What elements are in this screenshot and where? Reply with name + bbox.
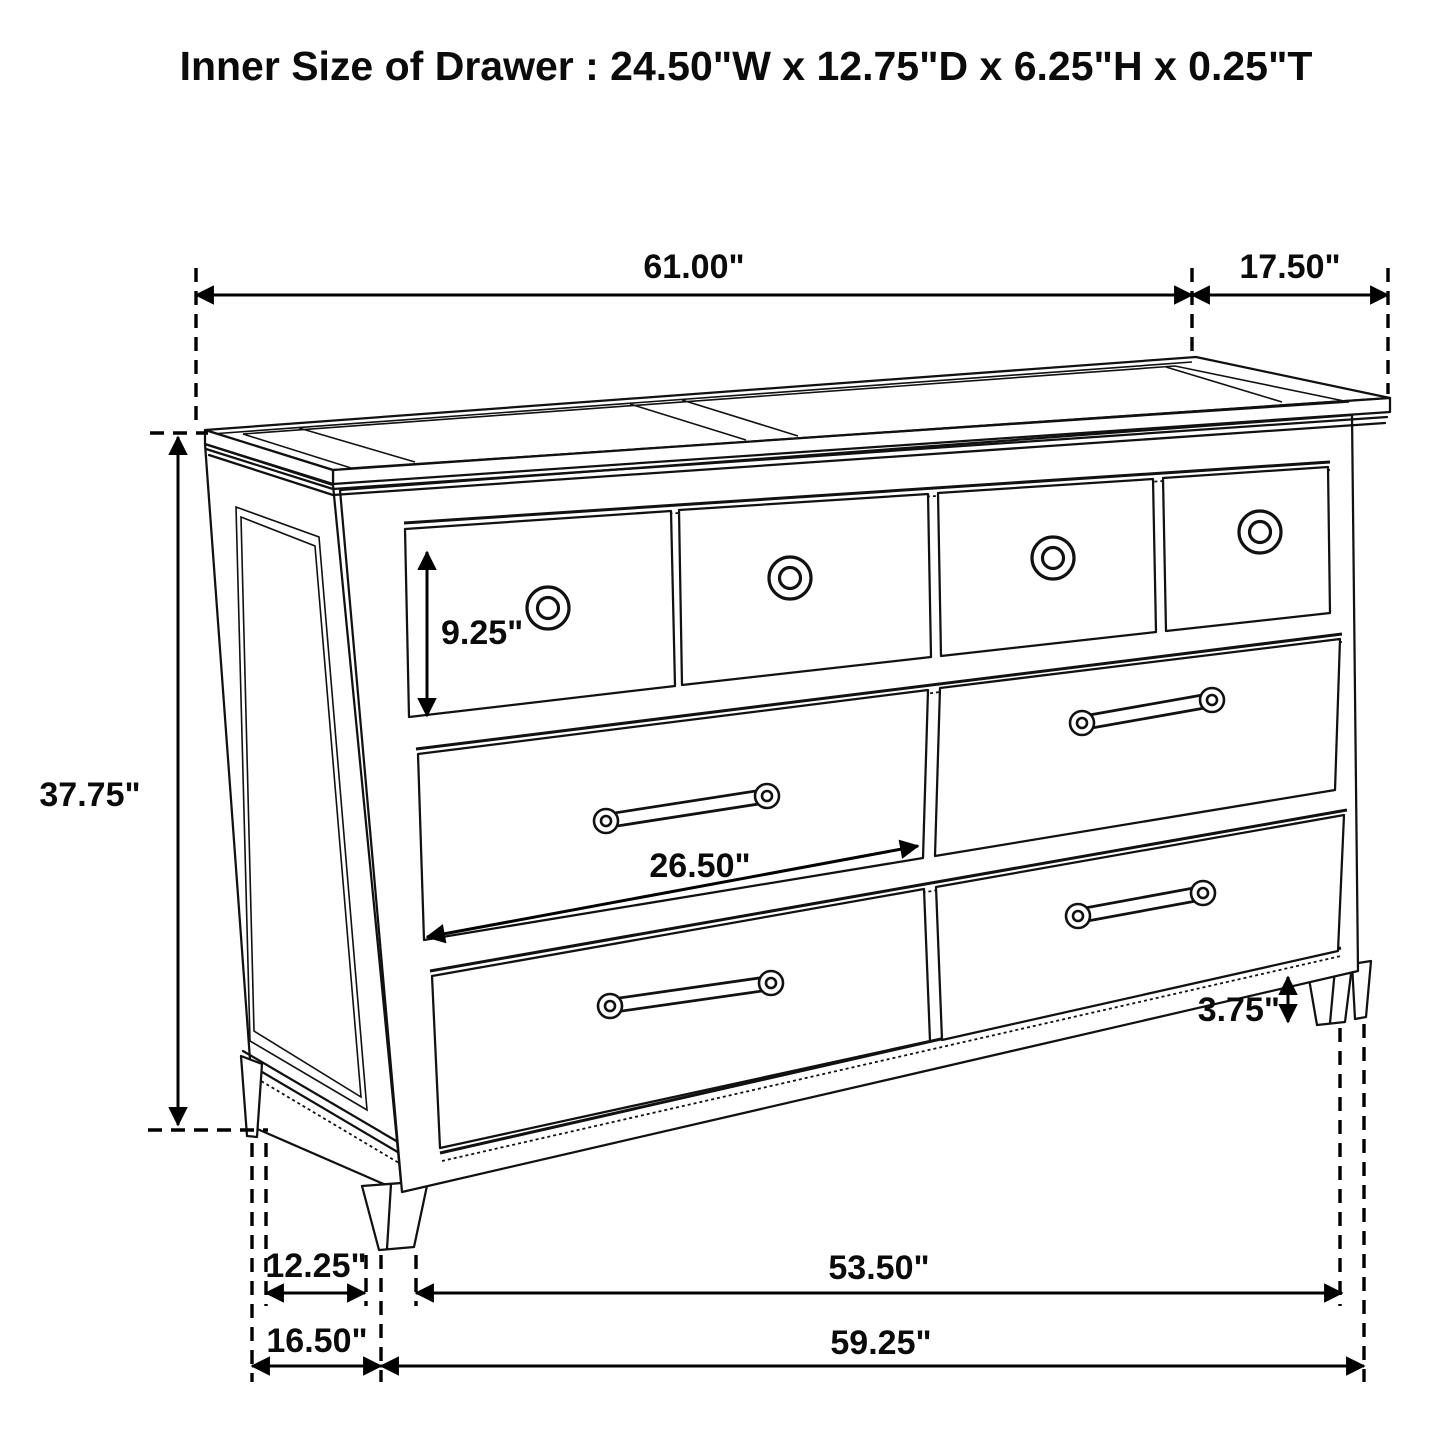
dim-label-leg-inset-depth: 12.25" <box>265 1247 367 1285</box>
dim-front-leg-spacing <box>416 1249 1342 1293</box>
dim-base-width <box>381 1324 1364 1366</box>
dim-label-top-depth: 17.50" <box>1239 248 1341 286</box>
diagram-title: Inner Size of Drawer : 24.50"W x 12.75"D x 6.25"H x 0.25"T <box>179 43 1313 89</box>
dresser-drawing <box>205 357 1390 1250</box>
rear-left-leg <box>241 1056 262 1137</box>
dim-leg-inset-depth <box>265 1247 366 1293</box>
dim-overall-depth <box>252 1322 381 1366</box>
dim-label-leg-height: 3.75" <box>1197 991 1280 1029</box>
dim-label-top-length: 61.00" <box>643 248 745 286</box>
dim-label-overall-height: 37.75" <box>39 776 141 814</box>
dim-label-front-leg-spacing: 53.50" <box>828 1249 930 1287</box>
dim-label-top-drawer-height: 9.25" <box>441 614 524 652</box>
dim-label-base-width: 59.25" <box>830 1324 932 1362</box>
front-left-leg <box>362 1181 428 1250</box>
dim-label-drawer-front-width: 26.50" <box>649 847 751 885</box>
dim-label-overall-depth: 16.50" <box>266 1322 368 1360</box>
